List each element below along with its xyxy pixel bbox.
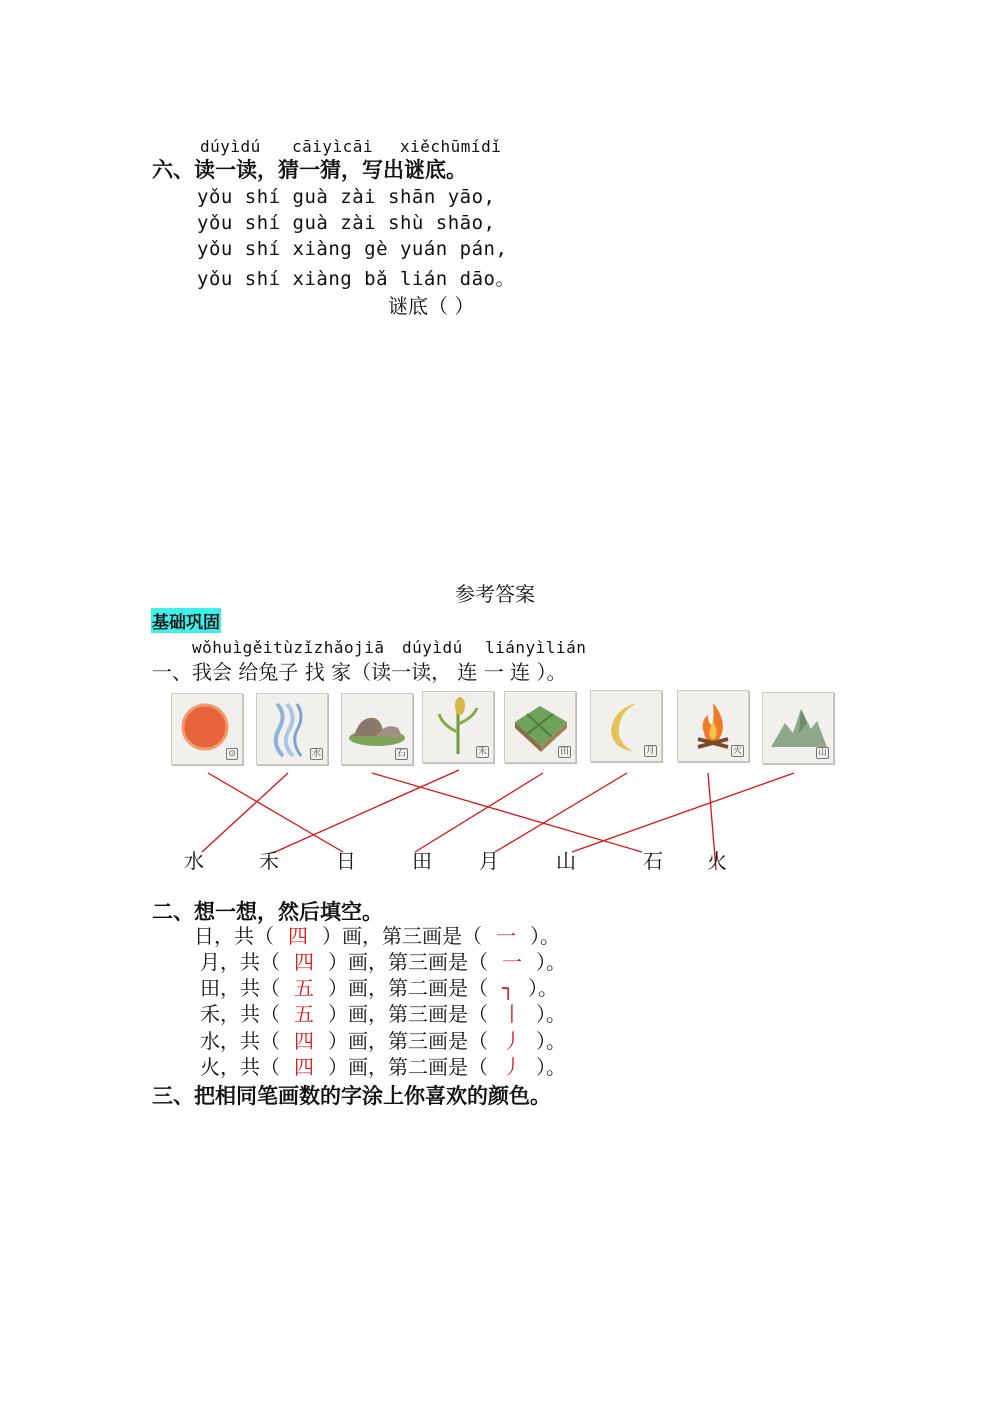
stroke-row (200, 1051, 566, 1080)
card-seal: 禾 (477, 747, 487, 757)
row-text: ，共（ (220, 1055, 280, 1079)
card-seal: 石 (396, 749, 406, 759)
row-text: ，共（ (220, 1029, 280, 1053)
row-char: 月 (200, 950, 220, 974)
stroke-answer: 丿 (502, 1029, 522, 1053)
stroke-row (200, 946, 566, 975)
row-char: 水 (200, 1029, 220, 1053)
riddle-answer: 谜底（ ） (388, 294, 475, 318)
stroke-answer: 一 (502, 950, 522, 974)
stroke-order-number: 三 (408, 950, 428, 974)
row-text: ）画，第 (328, 1055, 408, 1079)
q1-pinyin-1: wǒhuìgěitùzǐzhǎojiā (192, 638, 385, 657)
stroke-answer: 丿 (502, 1055, 522, 1079)
char-ri: 日 (336, 849, 356, 873)
stroke-row (200, 1025, 566, 1054)
q2-heading: 二、想一想，然后填空。 (152, 900, 383, 924)
row-text: ）画，第 (328, 950, 408, 974)
match-line (415, 773, 543, 852)
riddle-line-1: yǒu shí guà zài shān yāo, (197, 186, 496, 208)
char-shui: 水 (184, 849, 204, 873)
stroke-row (200, 972, 558, 1001)
stroke-count-answer: 四 (294, 1029, 314, 1053)
row-char: 田 (200, 976, 220, 1000)
riddle-line-4: yǒu shí xiàng bǎ lián dāo。 (197, 268, 515, 290)
row-text: ）。 (536, 1055, 566, 1079)
card-seal: 田 (559, 747, 569, 757)
row-text: 画是（ (428, 1002, 488, 1026)
pinyin-xie: xiěchūmídǐ (400, 137, 502, 156)
row-text: ）画，第 (328, 1029, 408, 1053)
stroke-count-answer: 四 (294, 950, 314, 974)
stroke-order-number: 三 (408, 1029, 428, 1053)
pinyin-cai: cāiyìcāi (292, 137, 374, 156)
row-text: 画是（ (428, 950, 488, 974)
card-seal: 月 (645, 746, 655, 756)
stroke-count-answer: 五 (294, 1002, 314, 1026)
stroke-count-answer: 五 (294, 976, 314, 1000)
row-text: ，共（ (214, 924, 274, 948)
q1-pinyin-3: liányìlián (485, 638, 587, 657)
q3-heading: 三、把相同笔画数的字涂上你喜欢的颜色。 (152, 1084, 551, 1108)
row-char: 日 (194, 924, 214, 948)
card-seal: 山 (817, 748, 827, 758)
row-text: ）画，第 (328, 976, 408, 1000)
row-text: ）。 (536, 1002, 566, 1026)
row-char: 禾 (200, 1002, 220, 1026)
q1-heading: 一、我会 给兔子 找 家（读一读， 连 一 连 ）。 (152, 660, 567, 684)
row-text: 画是（ (428, 1029, 488, 1053)
card-seal: 火 (732, 746, 742, 756)
stroke-answer: 一 (496, 924, 516, 948)
row-text: ）画，第 (322, 924, 402, 948)
card-seal: 水 (311, 749, 321, 759)
match-line (572, 773, 794, 852)
row-text: 画是（ (428, 976, 488, 1000)
char-huo: 火 (707, 849, 727, 873)
riddle-line-2: yǒu shí guà zài shù shāo, (197, 212, 496, 234)
char-shi: 石 (643, 849, 663, 873)
row-text: 画是（ (422, 924, 482, 948)
stroke-count-answer: 四 (288, 924, 308, 948)
stroke-order-number: 二 (408, 976, 428, 1000)
stroke-order-number: 三 (408, 1002, 428, 1026)
row-text: 画是（ (428, 1055, 488, 1079)
riddle-line-3: yǒu shí xiàng gè yuán pán, (197, 238, 508, 260)
row-text: ）。 (530, 924, 560, 948)
row-text: ）画，第 (328, 1002, 408, 1026)
row-char: 火 (200, 1055, 220, 1079)
section6-heading: 六、读一读，猜一猜，写出谜底。 (152, 158, 467, 182)
row-text: ）。 (536, 950, 566, 974)
stroke-count-answer: 四 (294, 1055, 314, 1079)
pinyin-du: dúyìdú (200, 137, 261, 156)
stroke-order-number: 三 (402, 924, 422, 948)
stroke-order-number: 二 (408, 1055, 428, 1079)
row-text: ，共（ (220, 950, 280, 974)
section-badge: 基础巩固 (151, 608, 221, 633)
char-tian: 田 (412, 849, 432, 873)
char-shan: 山 (556, 849, 576, 873)
answers-title: 参考答案 (455, 582, 535, 606)
stroke-row (194, 920, 560, 949)
stroke-answer: 丨 (502, 1002, 522, 1026)
stroke-row (200, 998, 566, 1027)
row-text: ）。 (536, 1029, 566, 1053)
char-yue: 月 (479, 849, 499, 873)
row-text: ，共（ (220, 1002, 280, 1026)
stroke-answer: ┐ (502, 976, 515, 1000)
row-text: ，共（ (220, 976, 280, 1000)
char-he: 禾 (259, 849, 279, 873)
q1-pinyin-2: dúyìdú (402, 638, 463, 657)
row-text: ）。 (528, 976, 559, 1000)
card-seal: ⊙ (228, 749, 236, 759)
match-line (275, 770, 459, 852)
match-line (372, 773, 642, 852)
